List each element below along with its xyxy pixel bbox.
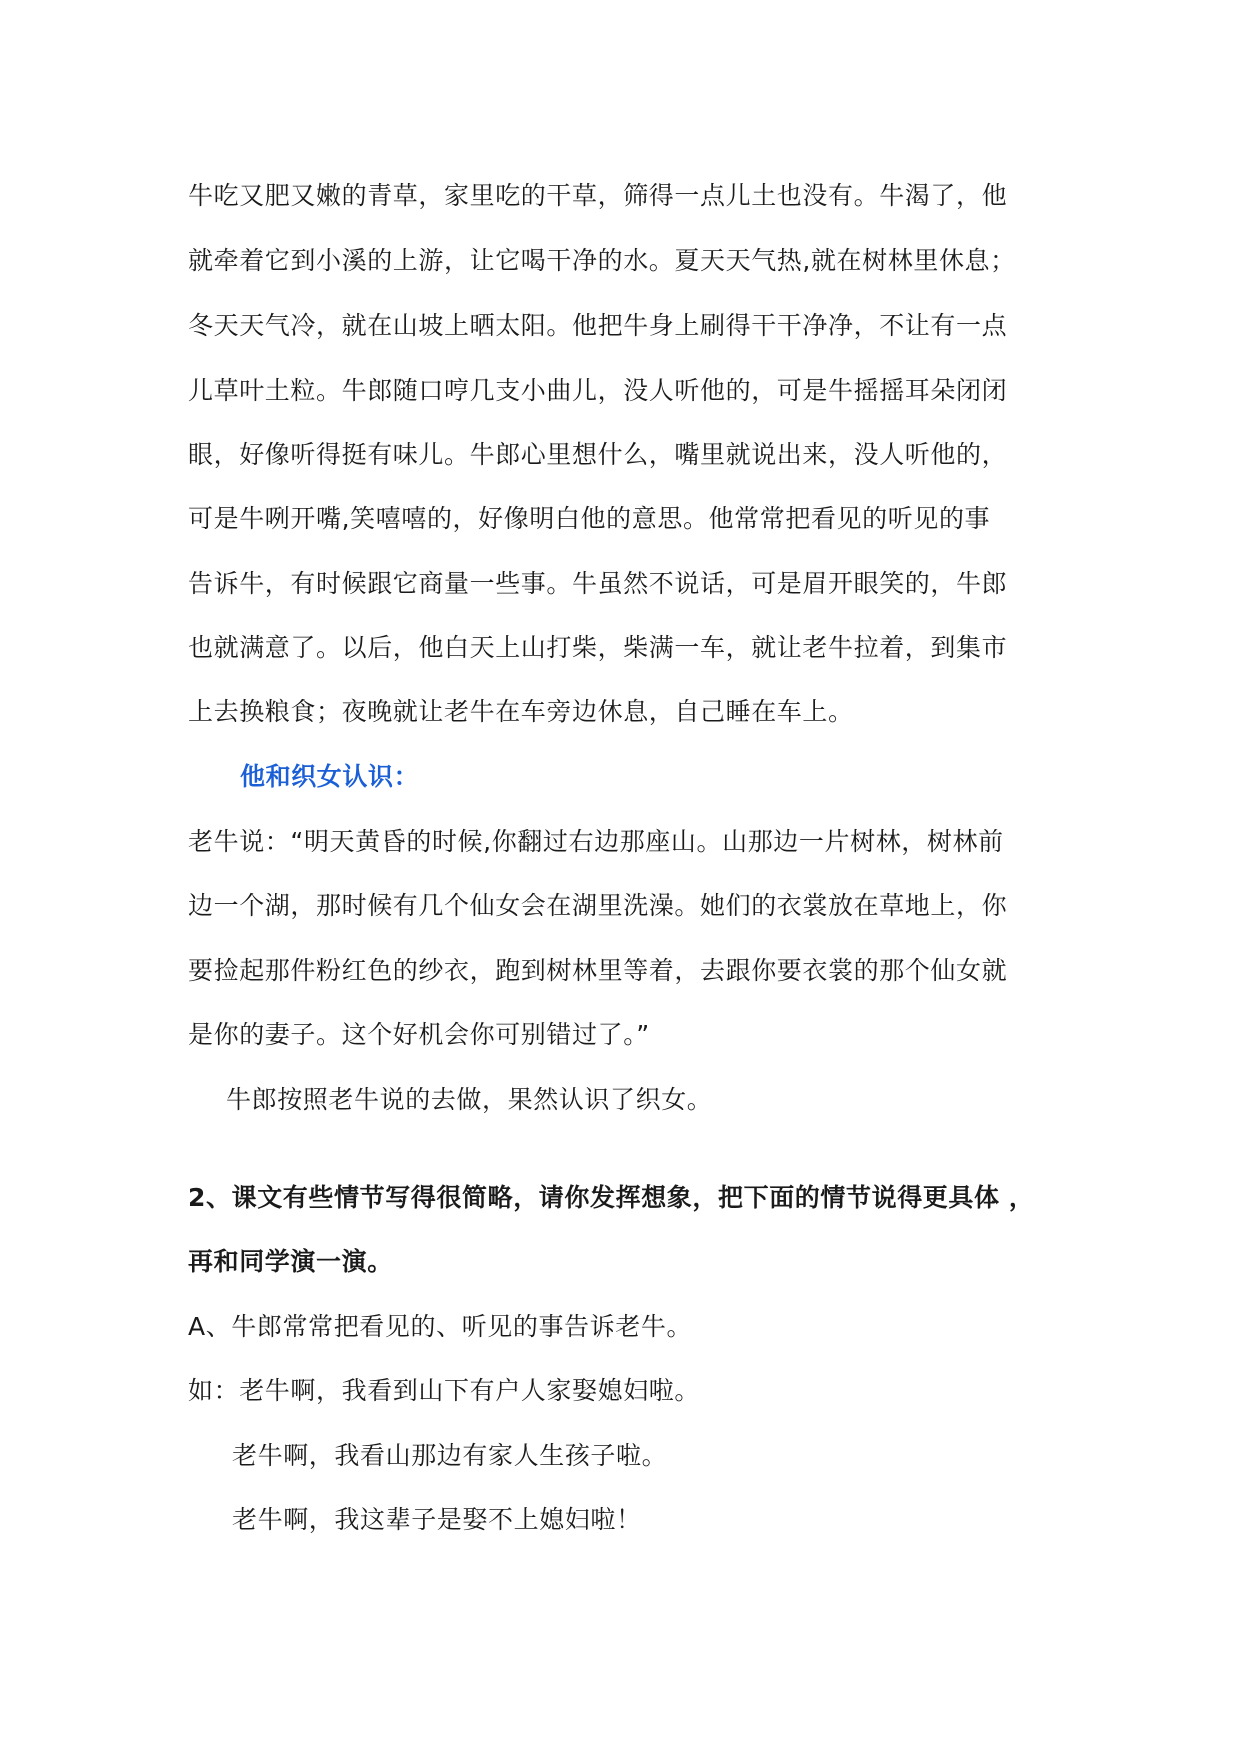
ox-speech-line: 要捡起那件粉红色的纱衣，跑到树林里等着，去跟你要衣裳的那个仙女就 — [188, 956, 1008, 985]
example-line: 老牛啊，我这辈子是娶不上媳妇啦！ — [232, 1505, 642, 1534]
question-line: 2、课文有些情节写得很简略，请你发挥想象，把下面的情节说得更具体 ， — [188, 1183, 1035, 1212]
story-line: 眼，好像听得挺有味儿。牛郎心里想什么，嘴里就说出来，没人听他的， — [188, 440, 1008, 469]
outcome-line: 牛郎按照老牛说的去做，果然认识了织女。 — [226, 1085, 713, 1114]
example-line: 如：老牛啊，我看到山下有户人家娶媳妇啦。 — [188, 1376, 701, 1405]
ox-speech-line: 边一个湖，那时候有几个仙女会在湖里洗澡。她们的衣裳放在草地上，你 — [188, 891, 1008, 920]
question-line: 再和同学演一演。 — [188, 1247, 393, 1276]
story-line: 就牵着它到小溪的上游，让它喝干净的水。夏天天气热,就在树林里休息； — [188, 246, 1016, 275]
story-line: 告诉牛，有时候跟它商量一些事。牛虽然不说话，可是眉开眼笑的，牛郎 — [188, 569, 1008, 598]
ox-speech-line: 是你的妻子。这个好机会你可别错过了。” — [188, 1020, 650, 1049]
section-heading: 他和织女认识： — [240, 762, 420, 791]
story-line: 也就满意了。以后，他白天上山打柴，柴满一车，就让老牛拉着，到集市 — [188, 633, 1008, 662]
item-a: A、牛郎常常把看见的、听见的事告诉老牛。 — [188, 1312, 693, 1341]
story-line: 儿草叶土粒。牛郎随口哼几支小曲儿，没人听他的，可是牛摇摇耳朵闭闭 — [188, 376, 1008, 405]
example-line: 老牛啊，我看山那边有家人生孩子啦。 — [232, 1441, 668, 1470]
story-line: 上去换粮食；夜晚就让老牛在车旁边休息，自己睡在车上。 — [188, 697, 854, 726]
story-line: 牛吃又肥又嫩的青草，家里吃的干草，筛得一点儿土也没有。牛渴了，他 — [188, 181, 1008, 210]
story-line: 可是牛咧开嘴,笑嘻嘻的，好像明白他的意思。他常常把看见的听见的事 — [188, 504, 991, 533]
story-line: 冬天天气冷，就在山坡上晒太阳。他把牛身上刷得干干净净，不让有一点 — [188, 311, 1008, 340]
ox-speech-line: 老牛说：“明天黄昏的时候,你翻过右边那座山。山那边一片树林，树林前 — [188, 827, 1004, 856]
